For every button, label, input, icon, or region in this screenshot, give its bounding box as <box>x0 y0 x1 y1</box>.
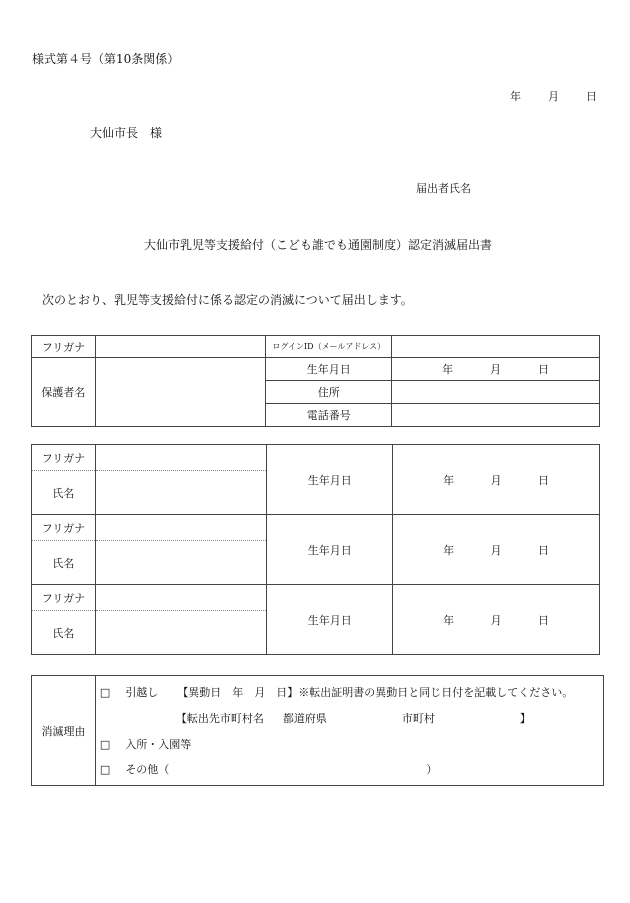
guardian-birth-month: 月 <box>490 363 502 376</box>
child-2-furigana-label: フリガナ <box>32 515 96 541</box>
reason-options <box>95 676 603 786</box>
enrollment-option-label: 入所・入園等 <box>125 738 192 751</box>
child-3-birthdate-field[interactable] <box>393 585 600 655</box>
reason-moving-row <box>100 684 573 700</box>
guardian-phone-field[interactable] <box>392 404 600 427</box>
child-3-name-field[interactable] <box>95 611 267 655</box>
guardian-name-label: 保護者名 <box>32 358 96 427</box>
moving-checkbox[interactable]: □ <box>99 686 111 699</box>
destination-label: 【転出先市町村名 <box>175 712 264 725</box>
other-checkbox[interactable]: □ <box>99 763 111 776</box>
guardian-address-field[interactable] <box>392 381 600 404</box>
reason-table <box>31 675 604 786</box>
child-2-name-label: 氏名 <box>32 541 96 585</box>
enrollment-checkbox[interactable]: □ <box>99 738 111 751</box>
other-close-paren: ） <box>426 763 438 776</box>
guardian-furigana-field[interactable] <box>95 336 266 358</box>
prefecture-label: 都道府県 <box>282 712 327 725</box>
child-1-birthdate-label: 生年月日 <box>267 445 393 515</box>
login-id-field[interactable] <box>392 336 600 358</box>
child-2-birthdate-field[interactable] <box>393 515 600 585</box>
child-1-day: 日 <box>538 473 549 487</box>
form-number: 様式第４号（第10条関係） <box>32 52 180 66</box>
child-3-day: 日 <box>538 613 549 627</box>
reason-enrollment-row <box>100 736 191 752</box>
date-day-label: 日 <box>586 90 597 103</box>
guardian-name-field[interactable] <box>95 358 266 427</box>
addressee: 大仙市長 様 <box>90 126 163 140</box>
child-1-furigana-label: フリガナ <box>32 445 96 471</box>
municipality-label: 市町村 <box>401 712 435 725</box>
guardian-birth-day: 日 <box>538 363 549 376</box>
child-1-name-label: 氏名 <box>32 471 96 515</box>
destination-close-bracket: 】 <box>519 712 531 725</box>
moving-date-note: 【異動日 年 月 日】※転出証明書の異動日と同じ日付を記載してください。 <box>177 686 574 699</box>
guardian-address-label: 住所 <box>266 381 392 404</box>
other-option-label: その他（ <box>125 763 170 776</box>
guardian-birth-year: 年 <box>442 363 454 376</box>
date-line <box>510 88 597 104</box>
reason-label: 消滅理由 <box>32 676 96 786</box>
page-title: 大仙市乳児等支援給付（こども誰でも通園制度）認定消滅届出書 <box>144 238 493 252</box>
child-2-day: 日 <box>538 543 549 557</box>
child-3-birthdate-label: 生年月日 <box>267 585 393 655</box>
reason-other-row <box>100 761 437 777</box>
child-3-furigana-label: フリガナ <box>32 585 96 611</box>
reason-destination-row <box>176 710 531 726</box>
applicant-name-label: 届出者氏名 <box>416 182 471 195</box>
child-1-furigana-field[interactable] <box>95 445 267 471</box>
child-2-birthdate-label: 生年月日 <box>267 515 393 585</box>
moving-option-label: 引越し <box>125 686 159 699</box>
child-2-furigana-field[interactable] <box>95 515 267 541</box>
guardian-birthdate-label: 生年月日 <box>266 358 392 381</box>
child-1-month: 月 <box>490 473 502 487</box>
guardian-furigana-label: フリガナ <box>32 336 96 358</box>
child-1-birthdate-field[interactable] <box>393 445 600 515</box>
guardian-phone-label: 電話番号 <box>266 404 392 427</box>
child-1-year: 年 <box>443 473 455 487</box>
intro-text: 次のとおり、乳児等支援給付に係る認定の消滅について届出します。 <box>42 293 413 307</box>
login-id-label: ログインID（メールアドレス） <box>266 336 392 358</box>
child-3-month: 月 <box>490 613 502 627</box>
date-month-label: 月 <box>548 90 559 103</box>
children-table <box>31 444 600 655</box>
child-3-year: 年 <box>443 613 455 627</box>
guardian-table <box>31 335 600 427</box>
child-2-year: 年 <box>443 543 455 557</box>
child-3-name-label: 氏名 <box>32 611 96 655</box>
child-2-month: 月 <box>490 543 502 557</box>
child-3-furigana-field[interactable] <box>95 585 267 611</box>
child-2-name-field[interactable] <box>95 541 267 585</box>
date-year-label: 年 <box>510 90 521 103</box>
guardian-birthdate-field[interactable] <box>392 358 600 381</box>
child-1-name-field[interactable] <box>95 471 267 515</box>
